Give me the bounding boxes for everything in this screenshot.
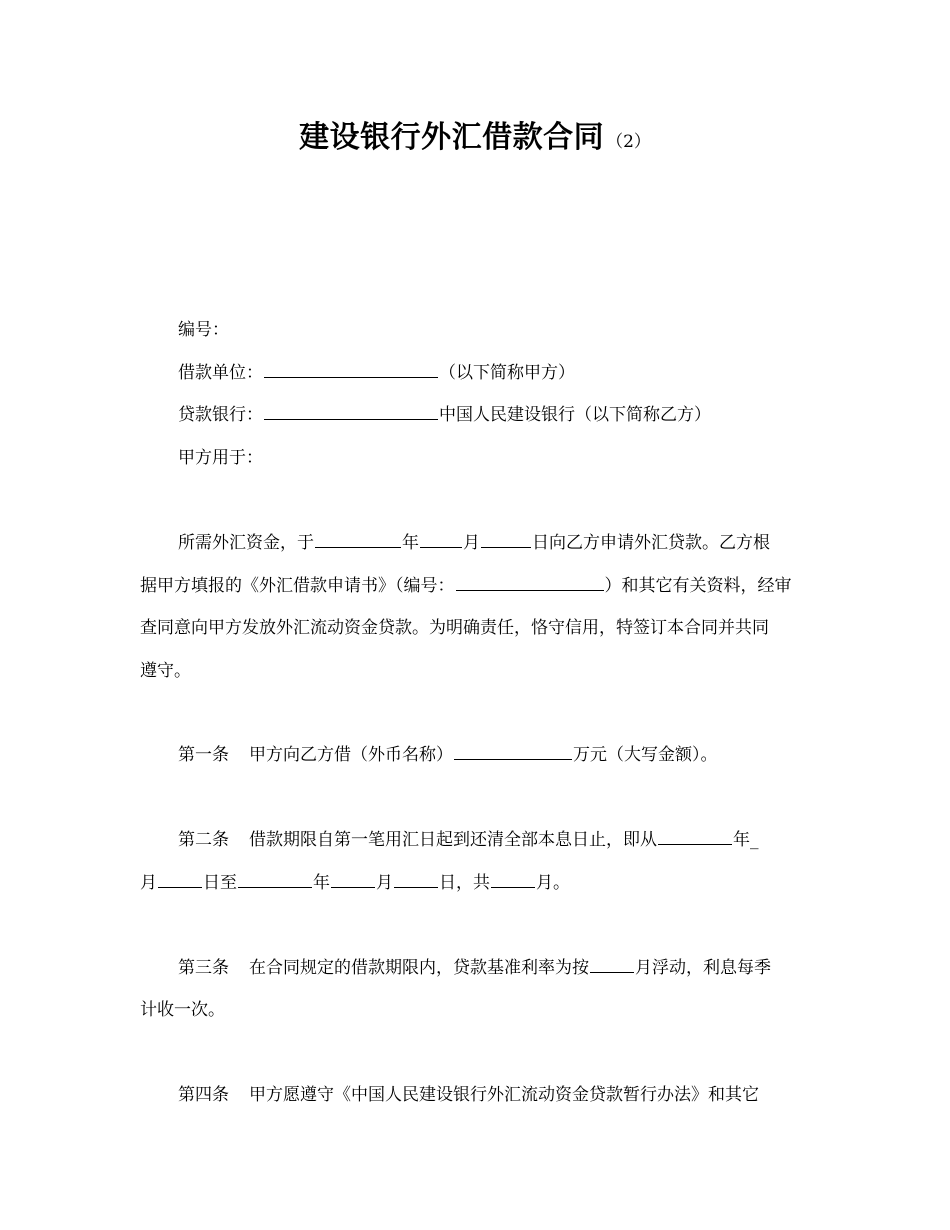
article-text: 计收一次。 [140, 1000, 225, 1020]
amount-blank [454, 745, 572, 760]
article-text: 年 [313, 873, 330, 893]
article-text: 在合同规定的借款期限内，贷款基准利率为按 [249, 958, 589, 978]
start-month-blank [158, 873, 202, 888]
article-1 [178, 745, 812, 765]
title-suffix: （2） [606, 132, 651, 152]
article-text: 月 [140, 873, 157, 893]
total-months-blank [491, 873, 535, 888]
month-text: 月 [463, 533, 480, 553]
end-year-blank [238, 873, 312, 888]
article-text: 万元（大写金额）。 [573, 745, 718, 765]
article-2-line-1 [178, 830, 812, 850]
article-label: 第四条 [178, 1085, 229, 1105]
article-2-line-2 [140, 873, 812, 893]
preamble-line-4 [140, 661, 812, 681]
article-3-line-2 [140, 1000, 812, 1020]
end-month-blank [331, 873, 375, 888]
preamble-text: 查同意向甲方发放外汇流动资金贷款。为明确责任，恪守信用，特签订本合同并共同 [140, 618, 769, 638]
lender-suffix: 中国人民建设银行（以下简称乙方） [439, 405, 711, 425]
title-main: 建设银行外汇借款合同 [299, 120, 605, 155]
lender-field [178, 405, 812, 425]
borrower-field [178, 363, 812, 383]
start-year-blank [658, 830, 732, 845]
preamble-text: ）和其它有关资料，经审 [604, 576, 792, 596]
year-text: 年 [402, 533, 419, 553]
article-label: 第二条 [178, 830, 229, 850]
preamble-text: 日向乙方申请外汇贷款。乙方根 [532, 533, 770, 553]
number-label: 编号： [178, 320, 229, 340]
article-text: 甲方愿遵守《中国人民建设银行外汇流动资金贷款暂行办法》和其它 [249, 1085, 759, 1105]
article-text: 日，共 [439, 873, 490, 893]
month-blank [420, 533, 462, 548]
year-blank [315, 533, 401, 548]
lender-label: 贷款银行： [178, 405, 263, 425]
borrower-suffix: （以下简称甲方） [439, 363, 575, 383]
preamble-line-3 [140, 618, 812, 638]
application-number-blank [456, 576, 604, 591]
article-label: 第三条 [178, 958, 229, 978]
article-4-line-1 [178, 1085, 812, 1105]
preamble-line-1 [178, 533, 812, 553]
end-day-blank [394, 873, 438, 888]
purpose-field [178, 448, 812, 468]
article-text: 月浮动，利息每季 [635, 958, 771, 978]
article-text: 日至 [203, 873, 237, 893]
article-text: 年_ [733, 830, 759, 850]
borrower-label: 借款单位： [178, 363, 263, 383]
preamble-text: 所需外汇资金，于 [178, 533, 314, 553]
document-title [0, 112, 950, 156]
number-field [178, 320, 812, 340]
borrower-blank [264, 363, 438, 378]
float-period-blank [590, 958, 634, 973]
article-label: 第一条 [178, 745, 229, 765]
article-text: 借款期限自第一笔用汇日起到还清全部本息日止，即从 [249, 830, 657, 850]
article-text: 月 [376, 873, 393, 893]
article-3-line-1 [178, 958, 812, 978]
preamble-text: 遵守。 [140, 661, 191, 681]
article-text: 甲方向乙方借（外币名称） [249, 745, 453, 765]
preamble-line-2 [140, 576, 812, 596]
purpose-label: 甲方用于： [178, 448, 263, 468]
preamble-text: 据甲方填报的《外汇借款申请书》（编号： [140, 576, 455, 596]
lender-blank [264, 405, 438, 420]
article-text: 月。 [536, 873, 570, 893]
day-blank [481, 533, 531, 548]
